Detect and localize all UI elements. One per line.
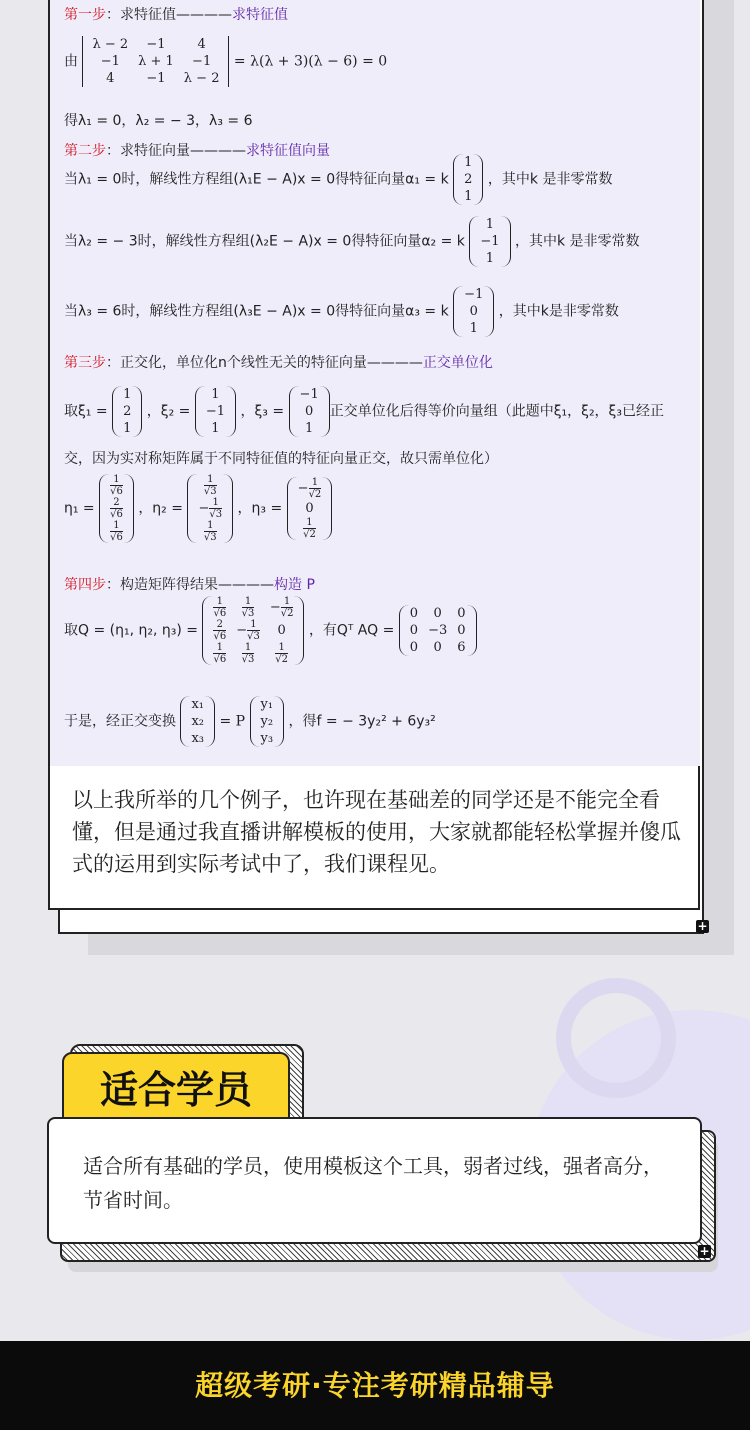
- decorative-ring: [556, 978, 676, 1098]
- step1-heading: 第一步：求特征值————求特征值: [64, 7, 288, 23]
- eigenvalues: 得λ₁ = 0，λ₂ = − 3，λ₃ = 6: [64, 113, 253, 129]
- matrix-q-line: 取Q = (η₁, η₂, η₃) = $\frac{1}{√6}$ $\frac{1}{√3}$ − $\frac{1}{√2}$ $\frac{2}{√6}$ − $\frac{1}{√3}$ 0 $\frac{1}{√6}$ $\frac{1}{√3}$ $\frac{1}{√2}$ ，有Qᵀ AQ = 0 0 0 0 −3 0 0 0 6: [64, 596, 477, 665]
- summary-paragraph: 以上我所举的几个例子，也许现在基础差的同学还是不能完全看懂，但是通过我直播讲解模板的使用，大家就都能轻松掌握并傻瓜式的运用到实际考试中了，我们课程见。: [72, 788, 681, 876]
- step3-heading: 第三步：正交化，单位化n个线性无关的特征向量————正交单位化: [64, 355, 493, 371]
- plus-icon: +: [697, 919, 708, 933]
- footer-banner: 超级考研·专注考研精品辅导: [0, 1341, 750, 1430]
- eigenvector-1-line: 当λ₁ = 0时，解线性方程组(λ₁E − A)x = 0得特征向量α₁ = k 1 2 1 ，其中k 是非零常数: [64, 155, 613, 204]
- plus-icon: +: [699, 1244, 710, 1258]
- unit-vectors-line: η₁ = $\frac{1}{√6}$ $\frac{2}{√6}$ $\frac{1}{√6}$ ，η₂ = $\frac{1}{√3}$ − $\frac{1}{√3}$ $\frac{1}{√3}$ ，η₃ = − $\frac{1}{√2}$ 0 $\frac{1}{√2}$: [64, 474, 332, 543]
- eigenvector-3-line: 当λ₃ = 6时，解线性方程组(λ₃E − A)x = 0得特征向量α₃ = k −1 0 1 ，其中k是非零常数: [64, 287, 619, 336]
- eigenvector-2-line: 当λ₂ = − 3时，解线性方程组(λ₂E − A)x = 0得特征向量α₂ = k 1 −1 1 ，其中k 是非零常数: [64, 217, 640, 266]
- info-card: [47, 1117, 702, 1244]
- determinant: λ − 2 −1 4 −1 λ + 1 −1 4 −1 λ − 2: [82, 36, 229, 87]
- step4-heading: 第四步：构造矩阵得结果————构造 P: [64, 577, 315, 593]
- content-card: [48, 0, 700, 910]
- step2-heading: 第二步：求特征向量————求特征值向量: [64, 143, 330, 159]
- orthogonal-explanation: 交，因为实对称矩阵属于不同特征值的特征向量正交，故只需单位化）: [64, 451, 498, 467]
- transform-line: 于是，经正交变换 x₁ x₂ x₃ = P y₁ y₂ y₃ ，得f = − 3y₂² + 6y₃²: [64, 697, 436, 746]
- suitable-students-text: 适合所有基础的学员，使用模板这个工具，弱者过线，强者高分，节省时间。: [83, 1154, 663, 1212]
- orthogonal-vectors-line: 取ξ₁ = 1 2 1 ，ξ₂ = 1 −1 1 ，ξ₃ = −1 0 1 正交单位化后得等价向量组（此题中ξ₁，ξ₂，ξ₃已经正: [64, 387, 664, 436]
- suitable-students-badge: 适合学员: [62, 1052, 290, 1128]
- characteristic-equation: 由 λ − 2 −1 4 −1 λ + 1 −1 4 −1 λ − 2 = λ(λ + 3)(λ − 6) = 0: [64, 37, 388, 86]
- math-solution-panel: [50, 0, 700, 766]
